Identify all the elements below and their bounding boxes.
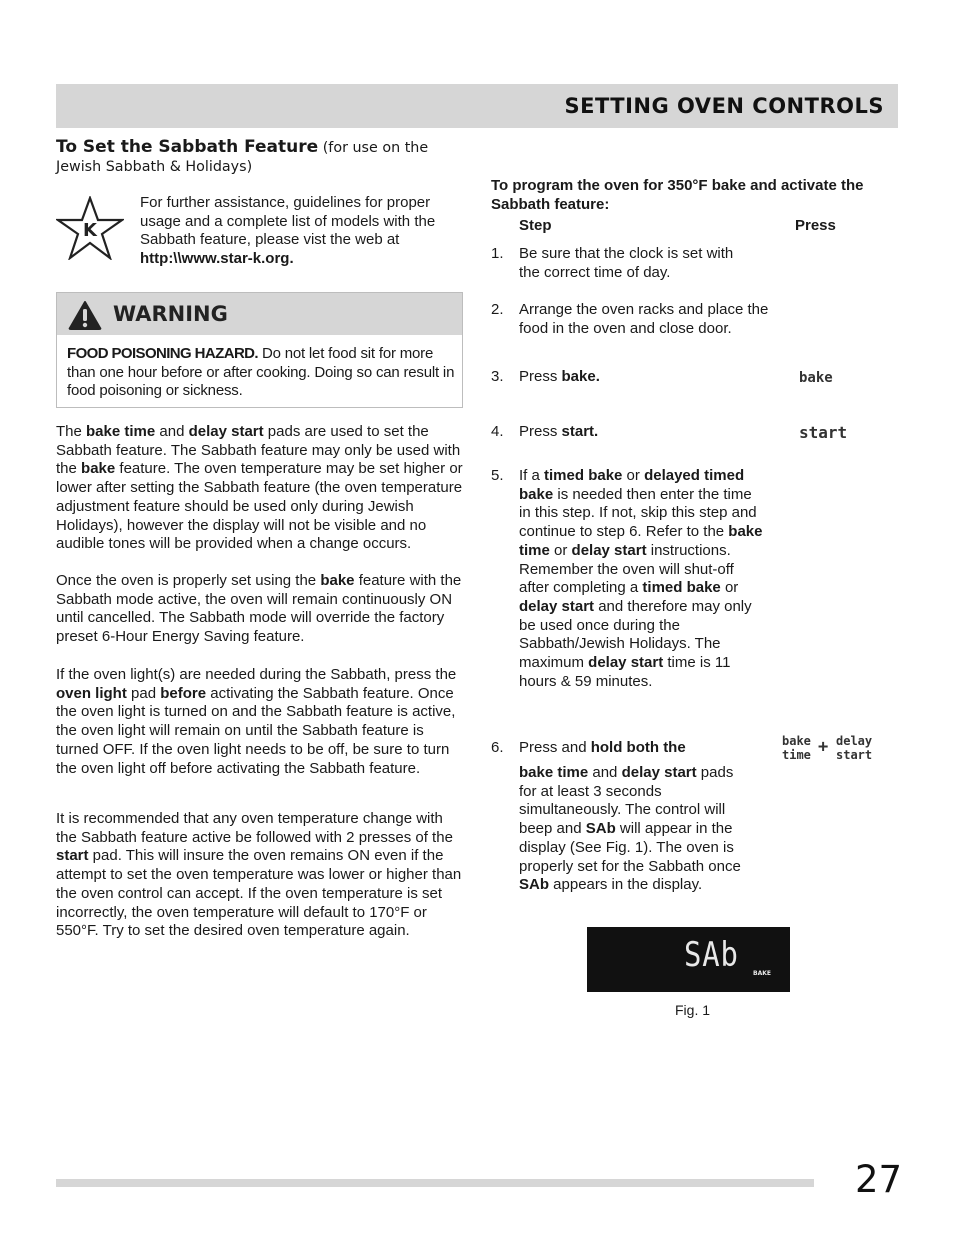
- p1-bold-bake: bake: [81, 460, 116, 478]
- hazard-description: Do not let food sit for more than one hour before or after cooking. Doing so can result in food poisoning or sickness.: [67, 345, 455, 400]
- step-5-b2: delayed timed bake: [519, 467, 745, 503]
- p3-bold-oven-light: oven light: [56, 684, 127, 702]
- hazard-label: FOOD POISONING HAZARD.: [67, 345, 258, 362]
- warning-box: [56, 292, 463, 408]
- step-5-b5: timed bake: [642, 579, 721, 597]
- delay-start-pad-line-1: delay: [836, 734, 873, 748]
- step-6-b2: bake time: [519, 764, 589, 781]
- step-2-number: 2.: [491, 301, 504, 318]
- sabbath-subtitle-1: (for use on the: [322, 140, 429, 156]
- p1-text-a: The: [56, 423, 87, 440]
- star-k-icon: [56, 196, 124, 260]
- p4-bold-start: start: [56, 847, 89, 865]
- step-3-bold: bake.: [561, 368, 600, 385]
- warning-header: [57, 293, 462, 335]
- step-5-t3: is needed then enter the time in this step. If not, skip this step and continue to step 6. Refer to the: [519, 485, 757, 541]
- step-5-t5: instructions. Remember the oven will shut-off after completing a: [519, 541, 734, 597]
- step-4-text: [519, 423, 769, 442]
- star-k-note-text: For further assistance, guidelines for proper usage and a complete list of models with the Sabbath feature, please vist the web at: [140, 194, 436, 249]
- p2-bold-bake: bake: [320, 572, 355, 589]
- step-6-b4: SAb: [585, 820, 616, 838]
- p4-text-a: It is recommended that any oven temperature change with the Sabbath feature active be followed with 2 presses of the: [56, 810, 453, 846]
- column-header-press: Press: [795, 217, 836, 234]
- sabbath-title: To Set the Sabbath Feature: [56, 137, 319, 157]
- step-6-t2: and: [588, 764, 622, 781]
- footer-bar: [56, 1179, 814, 1187]
- p1-text-d: pads are used to set the Sabbath feature. The Sabbath feature may only be used with the: [56, 423, 461, 478]
- p3-text-c: pad: [126, 684, 161, 702]
- step-1-text: Be sure that the clock is set with the correct time of day.: [519, 245, 734, 281]
- star-k-note: [140, 194, 466, 269]
- step-5-t8: time is 11 hours & 59 minutes.: [519, 654, 731, 690]
- star-k-letter: K: [83, 220, 97, 241]
- warning-label: WARNING: [113, 302, 228, 326]
- p2-text-a: Once the oven is properly set using the: [56, 572, 321, 589]
- star-k-url[interactable]: http:\\www.star-k.org.: [140, 250, 294, 268]
- step-5-b4: delay start: [571, 541, 647, 559]
- step-5-t6: or: [720, 579, 739, 597]
- bake-time-pad-line-1: bake: [782, 734, 811, 748]
- step-5-t7: and therefore may only be used once during the Sabbath/Jewish Holidays. The maximum: [519, 597, 752, 672]
- sabbath-heading: [56, 138, 466, 177]
- p4-text-c: pad. This will insure the oven remains ON even if the attempt to set the oven temperature was lower or higher than the oven control can accept. If the oven temperature is set incorrectly, the oven temperature will default to 170°F or 550°F. Try to set the desired oven temperature again.: [56, 847, 462, 940]
- step-6-t3: pads for at least 3 seconds simultaneously. The control will beep and: [519, 764, 734, 838]
- step-5-t4: or: [549, 541, 572, 559]
- step-5-b6: delay start: [519, 597, 595, 615]
- p3-bold-before: before: [160, 684, 207, 702]
- step-4-bold: start.: [561, 423, 599, 440]
- paragraph-3: [56, 666, 464, 778]
- delay-start-pad-label: [836, 734, 872, 762]
- p3-text-a: If the oven light(s) are needed during the Sabbath, press the: [56, 666, 457, 683]
- step-3-text: [519, 368, 769, 387]
- paragraph-1: [56, 423, 464, 554]
- step-5-text: [519, 467, 767, 691]
- p2-text-c: feature with the Sabbath mode active, the oven will remain continuously ON until cancelled. The Sabbath mode will override the factory preset 6-Hour Energy Saving feature.: [56, 572, 462, 646]
- delay-start-pad-line-2: start: [836, 748, 873, 762]
- step-6-t1: Press and: [519, 739, 591, 756]
- p1-bold-delay-start: delay start: [188, 423, 264, 440]
- column-header-step: Step: [519, 217, 552, 234]
- paragraph-2: [56, 572, 464, 647]
- step-1-number: 1.: [491, 245, 504, 262]
- oven-display-figure: [587, 927, 790, 992]
- step-2-text: Arrange the oven racks and place the food in the oven and close door.: [519, 301, 769, 337]
- step-5-b7: delay start: [588, 654, 664, 672]
- bake-time-pad-label: [782, 734, 811, 762]
- sabbath-subtitle-2: Jewish Sabbath & Holidays): [56, 159, 253, 175]
- p1-text-c: and: [155, 423, 189, 440]
- step-6-text: [519, 764, 754, 895]
- bake-time-pad-line-2: time: [782, 748, 811, 762]
- step-6-t5: appears in the display.: [549, 876, 703, 894]
- paragraph-4: [56, 810, 464, 941]
- figure-caption: Fig. 1: [675, 1002, 711, 1018]
- warning-triangle-icon: [68, 300, 102, 330]
- header-band: [56, 84, 898, 128]
- page-number: 27: [855, 1158, 903, 1201]
- step-3-pre: Press: [519, 368, 562, 385]
- step-6-b1: hold both the: [590, 739, 686, 756]
- step-5-b1: timed bake: [544, 467, 623, 484]
- bake-pad-label: bake: [799, 370, 833, 386]
- p1-text-e: feature. The oven temperature may be set higher or lower after setting the Sabbath feature (the oven temperature adjustment feature should be used only during Jewish Holidays), however the display will not be visible and no audible tones will be provided when a change occurs.: [56, 460, 463, 553]
- step-6-number: 6.: [491, 739, 504, 756]
- display-sab-text: SAb: [684, 935, 739, 975]
- p3-text-d: activating the Sabbath feature. Once the oven light is turned on and the Sabbath feature is active, the oven light will remain on until the Sabbath feature is turned OFF. If the oven light needs to be off, be sure to turn the oven light off before activating the Sabbath feature.: [56, 684, 456, 777]
- p1-bold-bake-time: bake time: [86, 423, 156, 440]
- step-6-t4: will appear in the display (See Fig. 1). The oven is properly set for the Sabbath once: [519, 820, 741, 875]
- step-6-b3: delay start: [621, 764, 697, 781]
- plus-sign: +: [818, 737, 829, 757]
- step-4-number: 4.: [491, 423, 504, 440]
- section-title: SETTING OVEN CONTROLS: [564, 94, 884, 118]
- start-pad-label: start: [799, 423, 848, 442]
- display-bake-indicator: BAKE: [753, 970, 771, 977]
- step-4-pre: Press: [519, 423, 562, 440]
- step-5-b3: bake time: [519, 523, 763, 559]
- warning-text: [67, 345, 461, 401]
- step-5-t2: or: [622, 467, 645, 484]
- step-3-number: 3.: [491, 368, 504, 385]
- step-6-b5: SAb: [519, 876, 549, 894]
- step-5-t1: If a: [519, 467, 545, 484]
- program-title: To program the oven for 350°F bake and activate the Sabbath feature:: [491, 177, 864, 213]
- step-6-lead: [519, 739, 754, 758]
- step-5-number: 5.: [491, 467, 504, 484]
